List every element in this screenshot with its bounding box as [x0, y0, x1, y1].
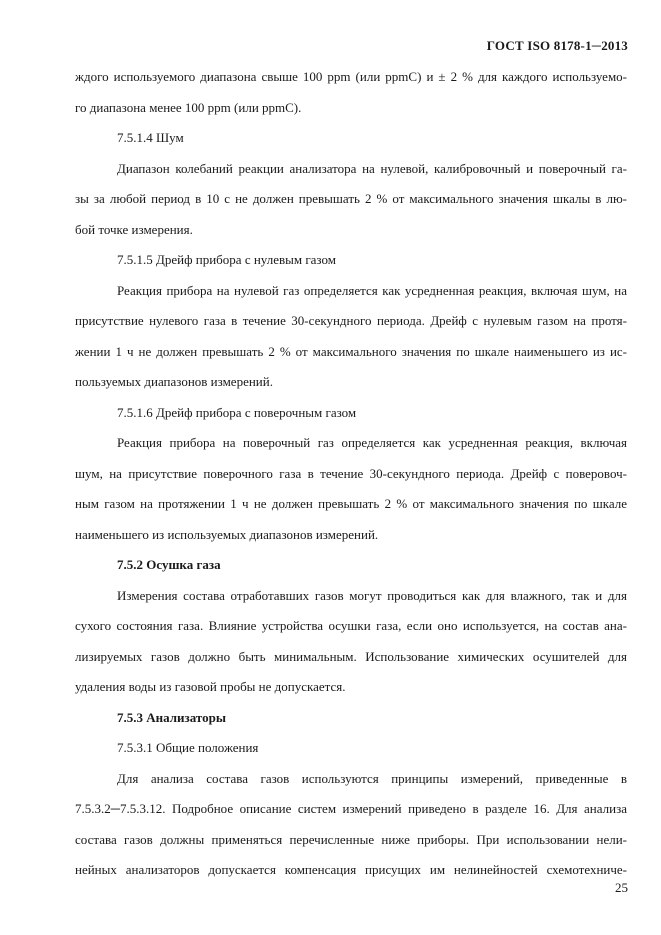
text-line: Реакция прибора на нулевой газ определяется как усредненная реакция, включая шум, на — [117, 282, 627, 298]
text-line: ным газом на протяжении 1 ч не должен превышать 2 % от максимального значения по шкале — [75, 496, 627, 511]
text-line: го диапазона менее 100 ppm (или ppmC). — [75, 99, 302, 115]
text-line: наименьшего из используемых диапазонов измерений. — [75, 526, 379, 542]
page-number: 25 — [615, 880, 628, 895]
text-line: Для анализа состава газов используются принципы измерений, приведенные в — [117, 770, 627, 786]
text-line: удаления воды из газовой пробы не допускается. — [75, 679, 346, 694]
text-line: присутствие нулевого газа в течение 30-секундного периода. Дрейф с нулевым газом на протя- — [75, 313, 627, 328]
text-line: Реакция прибора на поверочный газ определяется как усредненная реакция, включая — [117, 435, 627, 450]
text-line: жении 1 ч не должен превышать 2 % от максимального значения по шкале наименьшего из ис- — [75, 343, 627, 359]
document-header: ГОСТ ISO 8178-1─2013 — [486, 38, 628, 53]
text-line: сухого состояния газа. Влияние устройства осушки газа, если оно используется, на состав ана- — [75, 618, 627, 633]
section-heading: 7.5.3 Анализаторы — [117, 709, 227, 725]
text-line: бой точке измерения. — [75, 221, 193, 237]
subsection-heading: 7.5.1.4 Шум — [117, 130, 184, 145]
subsection-heading: 7.5.3.1 Общие положения — [117, 740, 259, 755]
text-line: ждого используемого диапазона свыше 100 ppm (или ppmC) и ± 2 % для каждого используемо- — [75, 69, 627, 84]
text-line: лизируемых газов должно быть минимальным. Использование химических осушителей для — [75, 648, 627, 664]
subsection-heading: 7.5.1.6 Дрейф прибора с поверочным газом — [117, 404, 357, 420]
text-line: состава газов должны применяться перечисленные ниже приборы. При использовании нели- — [75, 831, 627, 847]
section-heading: 7.5.2 Осушка газа — [117, 557, 221, 572]
text-line: зы за любой период в 10 с не должен превышать 2 % от максимального значения шкалы в лю- — [75, 191, 627, 206]
text-line: нейных анализаторов допускается компенсация присущих им нелинейностей схемотехниче- — [75, 862, 627, 877]
text-line: Диапазон колебаний реакции анализатора на нулевой, калибровочный и поверочный га- — [117, 160, 627, 176]
document-body — [75, 62, 627, 886]
subsection-heading: 7.5.1.5 Дрейф прибора с нулевым газом — [117, 252, 336, 267]
text-line: Измерения состава отработавших газов могут проводиться как для влажного, так и для — [117, 587, 627, 603]
text-line: пользуемых диапазонов измерений. — [75, 374, 273, 389]
text-line: шум, на присутствие поверочного газа в течение 30-секундного периода. Дрейф с поверовоч- — [75, 465, 627, 481]
text-line: 7.5.3.2─7.5.3.12. Подробное описание систем измерений приведено в разделе 16. Для анализа — [75, 801, 627, 816]
